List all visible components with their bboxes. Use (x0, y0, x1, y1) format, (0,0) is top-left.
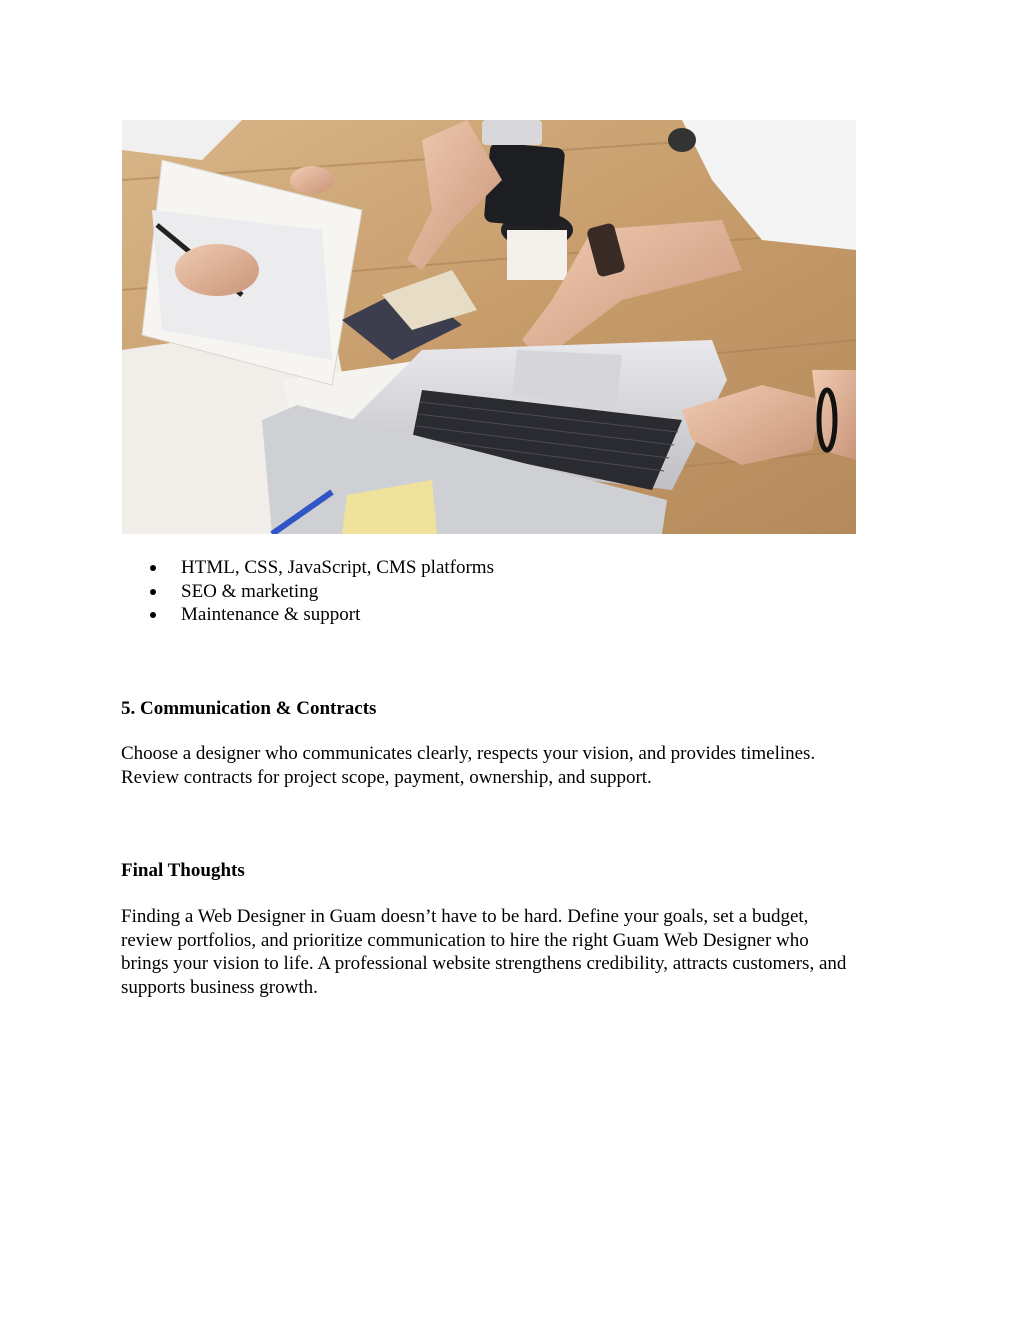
office-teamwork-photo (122, 120, 856, 534)
list-item-text: HTML, CSS, JavaScript, CMS platforms (181, 557, 494, 578)
paragraph-line: Review contracts for project scope, payment, ownership, and support. (121, 766, 652, 788)
list-item-text: SEO & marketing (181, 580, 319, 602)
paragraph-line: brings your vision to life. A professional website strengthens credibility, attracts customers, and (121, 953, 847, 974)
list-item-text: Maintenance & support (181, 604, 361, 625)
paragraph-line: Finding a Web Designer in Guam doesn’t have to be hard. Define your goals, set a budget, (121, 906, 809, 927)
section-heading-communication: 5. Communication & Contracts (121, 698, 377, 719)
section-heading-final-thoughts: Final Thoughts (121, 860, 245, 881)
paragraph-line: supports business growth. (121, 976, 318, 998)
bullet-dot-icon (150, 612, 156, 618)
paragraph-line: Choose a designer who communicates clearly, respects your vision, and provides timelines. (121, 743, 816, 764)
bullet-dot-icon (150, 589, 156, 595)
final-thoughts-paragraph (121, 905, 911, 999)
list-item (148, 603, 494, 627)
list-item (148, 556, 494, 580)
communication-paragraph (121, 742, 911, 789)
bullet-dot-icon (150, 565, 156, 571)
skills-bullet-list (148, 556, 494, 627)
paragraph-line: review portfolios, and prioritize communication to hire the right Guam Web Designer who (121, 929, 809, 951)
list-item (148, 580, 494, 604)
